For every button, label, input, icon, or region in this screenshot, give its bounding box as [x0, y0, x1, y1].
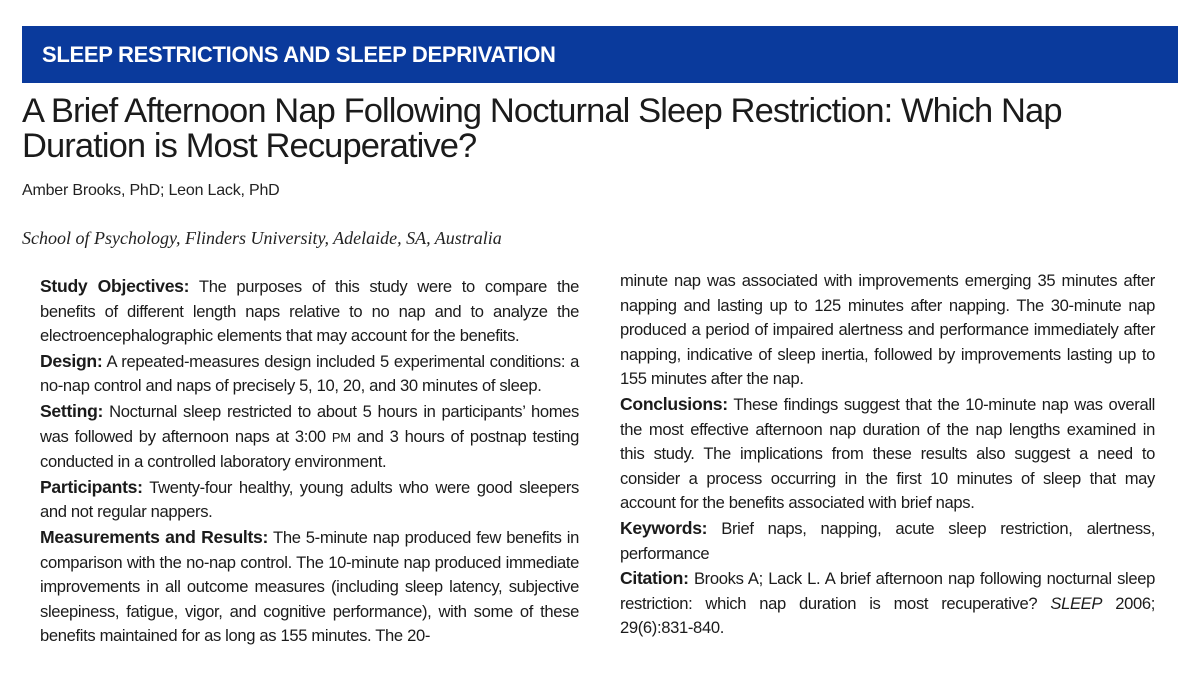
- objectives-label: Study Objectives:: [40, 276, 190, 296]
- citation-text-b: 2006; 29(6):831-840.: [620, 593, 1156, 638]
- results-text-a: The 5-minute nap produced few benefits in comparison with the no-nap control. The 10-minute nap produced immediate improvements in all outcome measures (including sleep latency, subjective sleepiness, fatigue, vigor, and cognitive performance), with some of these benefits maintained for as long as 155 minutes. The 20-: [40, 527, 579, 646]
- results-text-b: minute nap was associated with improvements emerging 35 minutes after napping and lasting up to 125 minutes after napping. The 30-minute nap produced a period of impaired alertness and performance immediately after napping, indicative of sleep inertia, followed by improvements lasting up to 155 minutes after the nap.: [620, 271, 1155, 389]
- abstract-setting: [40, 399, 579, 475]
- abstract-results-continued: [620, 269, 1155, 392]
- abstract-column-right: [620, 269, 1155, 641]
- abstract-objectives: [40, 274, 579, 349]
- keywords-label: Keywords:: [620, 517, 708, 538]
- setting-pm: PM: [331, 429, 351, 445]
- article-title: A Brief Afternoon Nap Following Nocturnal Sleep Restriction: Which Nap Duration is Most Recuperative?: [22, 92, 1062, 165]
- abstract-results: [40, 525, 579, 649]
- objectives-text: The purposes of this study were to compare the benefits of different length naps relative to no nap and to analyze the electroencephalographic elements that may account for the benefits.: [40, 277, 579, 346]
- citation-journal: SLEEP: [1050, 593, 1103, 613]
- keywords-text: Brief naps, napping, acute sleep restriction, alertness, performance: [620, 518, 1156, 563]
- design-label: Design:: [40, 350, 103, 371]
- setting-text-b: and 3 hours of postnap testing conducted in a controlled laboratory environment.: [40, 426, 579, 472]
- abstract-conclusions: [620, 392, 1155, 516]
- abstract-design: [40, 349, 579, 399]
- section-banner: [22, 26, 1178, 83]
- design-text: A repeated-measures design included 5 experimental conditions: a no-nap control and naps of precisely 5, 10, 20, and 30 minutes of sleep.: [40, 351, 579, 396]
- abstract-citation: [620, 566, 1155, 641]
- section-banner-label: SLEEP RESTRICTIONS AND SLEEP DEPRIVATION: [42, 41, 556, 67]
- setting-label: Setting:: [40, 400, 104, 421]
- results-label: Measurements and Results:: [40, 526, 269, 547]
- abstract-participants: [40, 475, 579, 525]
- affiliation: School of Psychology, Flinders University, Adelaide, SA, Australia: [22, 228, 502, 248]
- conclusions-label: Conclusions:: [620, 393, 728, 414]
- conclusions-text: These findings suggest that the 10-minute nap was overall the most effective afternoon nap duration of the nap lengths examined in this study. The implications from these results also suggest a need to consider a process occurring in the first 10 minutes of sleep that may account for the benefits associated with brief naps.: [620, 394, 1155, 513]
- citation-text-a: Brooks A; Lack L. A brief afternoon nap following nocturnal sleep restriction: which nap duration is most recuperative?: [620, 569, 1155, 613]
- citation-label: Citation:: [620, 568, 689, 589]
- participants-text: Twenty-four healthy, young adults who were good sleepers and not regular nappers.: [40, 477, 580, 522]
- participants-label: Participants:: [40, 476, 143, 497]
- abstract-column-left: [40, 274, 579, 649]
- abstract-keywords: [620, 516, 1155, 566]
- author-list: Amber Brooks, PhD; Leon Lack, PhD: [22, 182, 280, 199]
- setting-text-a: Nocturnal sleep restricted to about 5 hours in participants’ homes was followed by afternoon naps at 3:00: [40, 401, 579, 446]
